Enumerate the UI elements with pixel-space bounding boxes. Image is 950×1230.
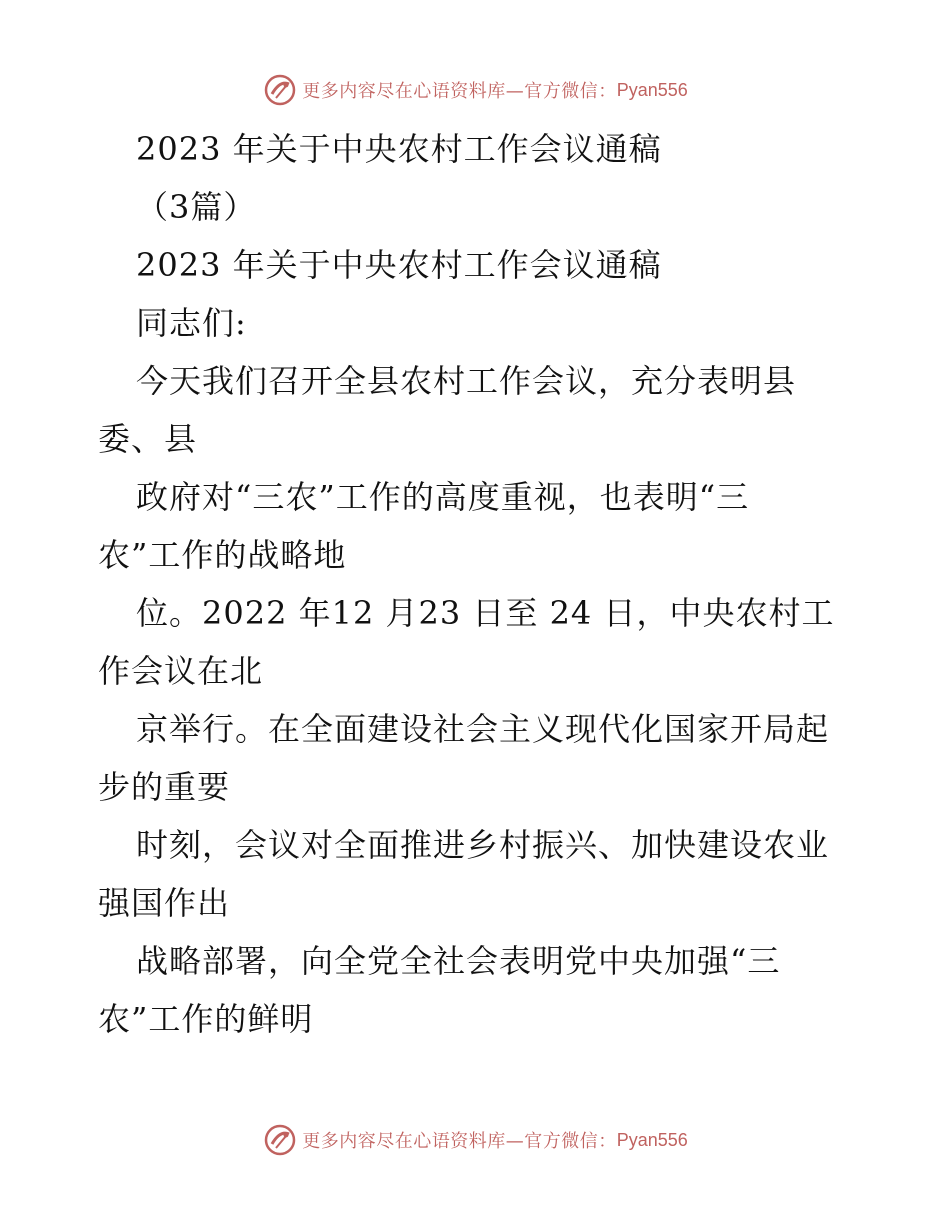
text-line: 农”工作的鲜明 xyxy=(98,1000,314,1038)
text-line: 步的重要 xyxy=(98,768,231,806)
text-line: （3篇） xyxy=(136,188,257,226)
text-line: 京举行。在全面建设社会主义现代化国家开局起 xyxy=(136,710,830,748)
logo-icon xyxy=(262,1122,298,1158)
text-line: 2023 年关于中央农村工作会议通稿 xyxy=(136,246,662,284)
text-line: 农”工作的战略地 xyxy=(98,536,347,574)
watermark-text: 更多内容尽在心语资料库—官方微信： xyxy=(302,81,617,102)
footer-watermark xyxy=(0,1120,950,1160)
logo-icon xyxy=(262,72,298,108)
text-line: 同志们: xyxy=(136,304,247,342)
text-line: 位。2022 年12 月23 日至 24 日，中央农村工 xyxy=(136,594,835,632)
text-line: 今天我们召开全县农村工作会议，充分表明县 xyxy=(136,362,797,400)
watermark-wechat-id: Pyan556 xyxy=(616,1129,688,1150)
text-line: 作会议在北 xyxy=(98,652,264,690)
text-line: 战略部署，向全党全社会表明党中央加强“三 xyxy=(136,942,781,980)
watermark-wechat-id: Pyan556 xyxy=(616,79,688,100)
text-line: 政府对“三农”工作的高度重视，也表明“三 xyxy=(136,478,750,516)
header-watermark xyxy=(0,70,950,110)
watermark-text: 更多内容尽在心语资料库—官方微信： xyxy=(302,1131,617,1152)
document-body xyxy=(98,120,858,1048)
text-line: 时刻，会议对全面推进乡村振兴、加快建设农业 xyxy=(136,826,830,864)
text-line: 委、县 xyxy=(98,420,198,458)
text-line: 2023 年关于中央农村工作会议通稿 xyxy=(136,130,662,168)
text-line: 强国作出 xyxy=(98,884,231,922)
